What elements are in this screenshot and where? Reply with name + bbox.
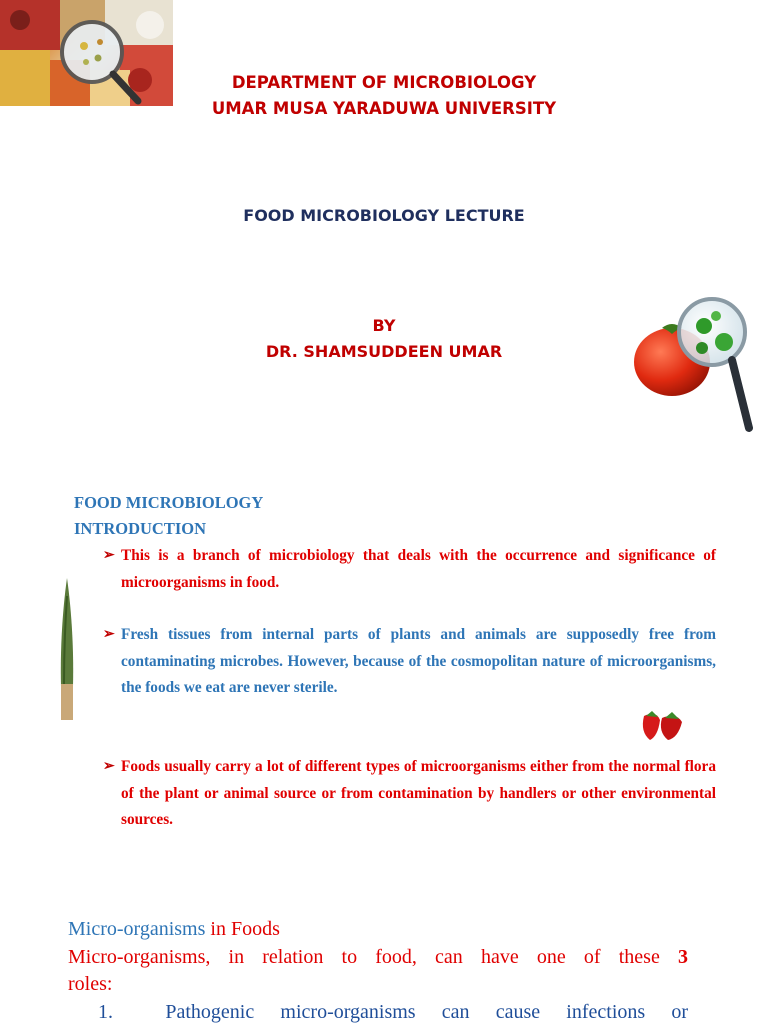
sprout-graphic <box>52 576 82 724</box>
bullet-item <box>103 622 716 702</box>
micro-organisms-heading <box>68 916 280 942</box>
arrow-bullet-icon: ➢ <box>103 627 115 642</box>
university-name: UMAR MUSA YARADUWA UNIVERSITY <box>211 99 557 118</box>
roles-item-text: Pathogenic micro-organisms can cause infections or <box>165 1001 688 1023</box>
micro-heading-part2: in Foods <box>205 918 280 940</box>
roles-list-item <box>98 998 688 1026</box>
micro-heading-part1: Micro-organisms <box>68 918 206 940</box>
roles-intro-line1 <box>68 943 688 971</box>
strawberry-image <box>638 708 688 742</box>
arrow-bullet-icon: ➢ <box>103 548 115 563</box>
arrow-bullet-icon: ➢ <box>103 759 115 774</box>
roles-count: 3 <box>678 946 688 968</box>
intro-heading-line2: INTRODUCTION <box>74 519 207 538</box>
bullet-text: Foods usually carry a lot of different types of microorganisms either from the normal flora of the plant or animal source or from contamination by handlers or other environmental sources. <box>121 758 716 828</box>
roles-item-number: 1. <box>98 1001 113 1023</box>
intro-heading <box>74 490 263 542</box>
department-name: DEPARTMENT OF MICROBIOLOGY <box>231 73 537 92</box>
author-name: DR. SHAMSUDDEEN UMAR <box>265 342 503 361</box>
strawberry-graphic <box>638 708 688 742</box>
lecture-title: FOOD MICROBIOLOGY LECTURE <box>243 206 525 225</box>
roles-intro-line2: roles: <box>68 973 113 995</box>
tomato-magnifier-image <box>632 292 756 434</box>
bullet-text: Fresh tissues from internal parts of plants and animals are supposedly free from contaminating microbes. However, because of the cosmopolitan nature of microorganisms, the foods we eat are never sterile. <box>121 626 716 696</box>
bullet-text: This is a branch of microbiology that deals with the occurrence and significance of microorganisms in food. <box>121 547 716 591</box>
bullet-item <box>103 543 716 596</box>
tomato-graphic <box>632 292 756 434</box>
bullet-item <box>103 754 716 834</box>
roles-text: Micro-organisms, in relation to food, can have one of these <box>68 946 678 968</box>
department-title <box>0 70 768 122</box>
intro-heading-line1: FOOD MICROBIOLOGY <box>74 493 264 512</box>
sprout-image <box>52 576 82 724</box>
by-label: BY <box>372 316 396 335</box>
